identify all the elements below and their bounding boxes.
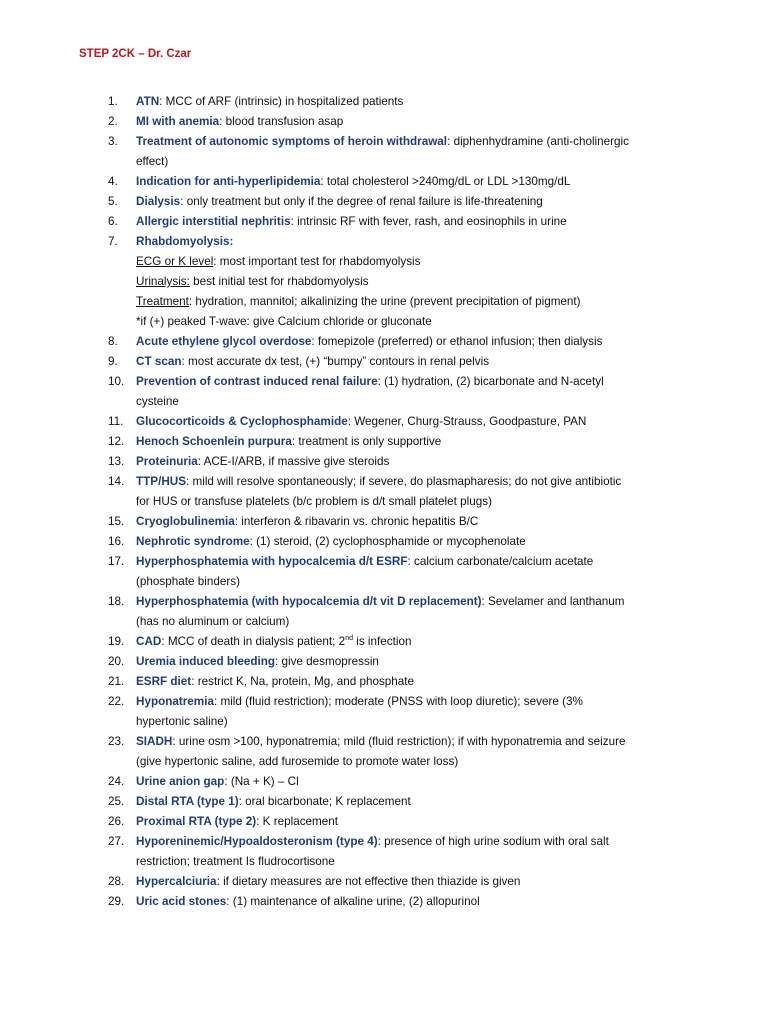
- item-line: MI with anemia: blood transfusion asap: [136, 115, 344, 128]
- item-number: 19.: [108, 635, 125, 648]
- item-line: Proximal RTA (type 2): K replacement: [136, 815, 339, 828]
- item-text: MCC of death in dialysis patient; 2: [167, 635, 346, 648]
- item-term: ATN: [136, 95, 160, 108]
- sub-item-text: *if (+) peaked T-wave: give Calcium chloride or gluconate: [136, 315, 432, 328]
- item-number: 5.: [108, 195, 118, 208]
- item-text: interferon & ribavarin vs. chronic hepatitis B/C: [241, 515, 479, 528]
- list-item: [0, 532, 676, 552]
- item-number: 13.: [108, 455, 125, 468]
- item-text: Wegener, Churg-Strauss, Goodpasture, PAN: [354, 415, 587, 428]
- item-text-continued: for HUS or transfuse platelets (b/c problem is d/t small platelet plugs): [136, 495, 492, 508]
- item-term: Hyporeninemic/Hypoaldosteronism (type 4): [136, 835, 378, 848]
- list-item: [0, 472, 676, 512]
- page-title: STEP 2CK – Dr. Czar: [79, 48, 192, 60]
- item-term: Nephrotic syndrome: [136, 535, 250, 548]
- item-text: if dietary measures are not effective then thiazide is given: [223, 875, 521, 888]
- sub-item: [136, 252, 676, 272]
- item-number: 4.: [108, 175, 118, 188]
- item-number: 26.: [108, 815, 125, 828]
- item-term: Henoch Schoenlein purpura: [136, 435, 292, 448]
- item-term: TTP/HUS: [136, 475, 186, 488]
- item-term: Rhabdomyolysis:: [136, 235, 234, 248]
- item-line: Dialysis: only treatment but only if the degree of renal failure is life-threatening: [136, 195, 543, 208]
- item-number: 20.: [108, 655, 125, 668]
- item-line: Acute ethylene glycol overdose: fomepizole (preferred) or ethanol infusion; then dialysis: [136, 335, 603, 348]
- item-text-continued: cysteine: [136, 395, 179, 408]
- list-item: [0, 692, 676, 732]
- item-number: 25.: [108, 795, 125, 808]
- item-text-continued: effect): [136, 155, 169, 168]
- item-term: CAD: [136, 635, 162, 648]
- list-item: [0, 412, 676, 432]
- list-item: [0, 632, 676, 652]
- item-number: 15.: [108, 515, 125, 528]
- item-term: Proteinuria: [136, 455, 198, 468]
- item-line: Urine anion gap: (Na + K) – Cl: [136, 775, 299, 788]
- item-line: Cryoglobulinemia: interferon & ribavarin vs. chronic hepatitis B/C: [136, 515, 479, 528]
- item-line: Hyporeninemic/Hypoaldosteronism (type 4): presence of high urine sodium with oral salt: [136, 835, 609, 848]
- item-term: Glucocorticoids & Cyclophosphamide: [136, 415, 348, 428]
- item-number: 2.: [108, 115, 118, 128]
- list-item: [0, 652, 676, 672]
- item-text: mild (fluid restriction); moderate (PNSS with loop diuretic); severe (3%: [220, 695, 583, 708]
- item-line: Proteinuria: ACE-I/ARB, if massive give steroids: [136, 455, 390, 468]
- item-number: 29.: [108, 895, 125, 908]
- item-line: [136, 232, 676, 252]
- item-line: Prevention of contrast induced renal failure: (1) hydration, (2) bicarbonate and N-acetyl: [136, 375, 604, 388]
- list-item: [0, 112, 676, 132]
- list-item: [0, 92, 676, 112]
- list-item: [0, 592, 676, 632]
- sub-item-label: Urinalysis:: [136, 275, 190, 288]
- list-item: [0, 832, 676, 872]
- item-text: Sevelamer and lanthanum: [488, 595, 625, 608]
- item-term: Hyperphosphatemia (with hypocalcemia d/t vit D replacement): [136, 595, 482, 608]
- item-number: 3.: [108, 135, 118, 148]
- item-line: Hypercalciuria: if dietary measures are not effective then thiazide is given: [136, 875, 521, 888]
- item-text-continued: restriction; treatment Is fludrocortisone: [136, 855, 335, 868]
- item-line: Allergic interstitial nephritis: intrinsic RF with fever, rash, and eosinophils in urine: [136, 215, 567, 228]
- item-term: Indication for anti-hyperlipidemia: [136, 175, 321, 188]
- item-term: Uric acid stones: [136, 895, 227, 908]
- list-item: [0, 792, 676, 812]
- item-text: (Na + K) – Cl: [230, 775, 299, 788]
- item-number: 18.: [108, 595, 125, 608]
- item-number: 6.: [108, 215, 118, 228]
- sub-item-text: : hydration, mannitol; alkalinizing the urine (prevent precipitation of pigment): [188, 295, 581, 308]
- item-term: Treatment of autonomic symptoms of heroin withdrawal: [136, 135, 448, 148]
- item-term: Hyponatremia: [136, 695, 214, 708]
- list-item: [0, 352, 676, 372]
- item-text: oral bicarbonate; K replacement: [245, 795, 411, 808]
- item-text: K replacement: [262, 815, 339, 828]
- item-text: urine osm >100, hyponatremia; mild (fluid restriction); if with hyponatremia and seizure: [178, 735, 626, 748]
- item-term: SIADH: [136, 735, 173, 748]
- item-text: fomepizole (preferred) or ethanol infusion; then dialysis: [317, 335, 603, 348]
- item-number: 17.: [108, 555, 125, 568]
- item-text: mild will resolve spontaneously; if severe, do plasmapharesis; do not give antibiotic: [192, 475, 622, 488]
- item-number: 8.: [108, 335, 118, 348]
- item-line: Nephrotic syndrome: (1) steroid, (2) cyclophosphamide or mycophenolate: [136, 535, 526, 548]
- item-text: (1) steroid, (2) cyclophosphamide or mycophenolate: [256, 535, 526, 548]
- item-number: 10.: [108, 375, 125, 388]
- item-number: 24.: [108, 775, 125, 788]
- item-line: Glucocorticoids & Cyclophosphamide: Wegener, Churg-Strauss, Goodpasture, PAN: [136, 415, 587, 428]
- item-term: ESRF diet: [136, 675, 192, 688]
- item-term: MI with anemia: [136, 115, 220, 128]
- item-text: MCC of ARF (intrinsic) in hospitalized patients: [165, 95, 404, 108]
- item-term: Hyperphosphatemia with hypocalcemia d/t ESRF: [136, 555, 408, 568]
- list-item: [0, 132, 676, 172]
- item-line: Hyponatremia: mild (fluid restriction); moderate (PNSS with loop diuretic); severe (3%: [136, 695, 583, 708]
- numbered-list: [0, 92, 768, 912]
- item-line: CT scan: most accurate dx test, (+) “bumpy” contours in renal pelvis: [136, 355, 490, 368]
- sub-item-label: ECG or K level: [136, 255, 214, 268]
- item-text-after: is infection: [352, 635, 412, 648]
- sub-item-label: Treatment: [136, 295, 189, 308]
- item-superscript: nd: [345, 635, 353, 643]
- item-text: blood transfusion asap: [225, 115, 344, 128]
- item-term: Uremia induced bleeding: [136, 655, 275, 668]
- list-item: [0, 512, 676, 532]
- item-line: Hyperphosphatemia with hypocalcemia d/t ESRF: calcium carbonate/calcium acetate: [136, 555, 594, 568]
- list-item: [0, 332, 676, 352]
- item-line: Uric acid stones: (1) maintenance of alkaline urine, (2) allopurinol: [136, 895, 480, 908]
- item-text: total cholesterol >240mg/dL or LDL >130mg/dL: [326, 175, 571, 188]
- item-text: calcium carbonate/calcium acetate: [413, 555, 594, 568]
- item-number: 14.: [108, 475, 125, 488]
- list-item: [0, 672, 676, 692]
- item-text: presence of high urine sodium with oral salt: [384, 835, 609, 848]
- item-term: Acute ethylene glycol overdose: [136, 335, 312, 348]
- item-number: 12.: [108, 435, 125, 448]
- item-text: most accurate dx test, (+) “bumpy” contours in renal pelvis: [187, 355, 490, 368]
- sub-item-text: best initial test for rhabdomyolysis: [189, 275, 369, 288]
- item-text-continued: (phosphate binders): [136, 575, 240, 588]
- list-item: [0, 732, 676, 772]
- item-term: Dialysis: [136, 195, 181, 208]
- item-number: 9.: [108, 355, 118, 368]
- sub-item-text: : most important test for rhabdomyolysis: [213, 255, 421, 268]
- item-line: ATN: MCC of ARF (intrinsic) in hospitalized patients: [136, 95, 404, 108]
- item-line: Indication for anti-hyperlipidemia: total cholesterol >240mg/dL or LDL >130mg/dL: [136, 175, 571, 188]
- list-item: [0, 892, 676, 912]
- item-line: SIADH: urine osm >100, hyponatremia; mild (fluid restriction); if with hyponatremia and seizure: [136, 735, 626, 748]
- list-item: [0, 212, 676, 232]
- list-item: [0, 232, 676, 332]
- item-term: Hypercalciuria: [136, 875, 217, 888]
- item-text: give desmopressin: [281, 655, 379, 668]
- item-term: Cryoglobulinemia: [136, 515, 235, 528]
- item-line: Treatment of autonomic symptoms of heroin withdrawal: diphenhydramine (anti-cholinergic: [136, 135, 629, 148]
- item-text: diphenhydramine (anti-cholinergic: [453, 135, 629, 148]
- list-item: [0, 552, 676, 592]
- item-term: Prevention of contrast induced renal failure: [136, 375, 378, 388]
- list-item: [0, 432, 676, 452]
- item-text-continued: (has no aluminum or calcium): [136, 615, 290, 628]
- item-term: Distal RTA (type 1): [136, 795, 239, 808]
- list-item: [0, 872, 676, 892]
- sub-item: [136, 272, 676, 292]
- item-text: restrict K, Na, protein, Mg, and phosphate: [197, 675, 415, 688]
- list-item: [0, 172, 676, 192]
- item-text: treatment is only supportive: [298, 435, 442, 448]
- item-number: 23.: [108, 735, 125, 748]
- item-text: intrinsic RF with fever, rash, and eosinophils in urine: [297, 215, 567, 228]
- item-term: Proximal RTA (type 2): [136, 815, 257, 828]
- item-term: Urine anion gap: [136, 775, 225, 788]
- list-item: [0, 812, 676, 832]
- sub-item: [136, 292, 676, 312]
- item-number: 27.: [108, 835, 125, 848]
- item-line: Henoch Schoenlein purpura: treatment is only supportive: [136, 435, 442, 448]
- item-number: 22.: [108, 695, 125, 708]
- list-item: [0, 772, 676, 792]
- item-number: 7.: [108, 235, 118, 248]
- item-number: 21.: [108, 675, 125, 688]
- item-text-continued: (give hypertonic saline, add furosemide to promote water loss): [136, 755, 459, 768]
- list-item: [0, 372, 676, 412]
- item-term: CT scan: [136, 355, 182, 368]
- item-number: 11.: [108, 415, 124, 428]
- item-number: 28.: [108, 875, 125, 888]
- item-line: Distal RTA (type 1): oral bicarbonate; K replacement: [136, 795, 411, 808]
- list-item: [0, 192, 676, 212]
- item-term: Allergic interstitial nephritis: [136, 215, 291, 228]
- item-line: ESRF diet: restrict K, Na, protein, Mg, and phosphate: [136, 675, 415, 688]
- item-text: (1) hydration, (2) bicarbonate and N-acetyl: [384, 375, 604, 388]
- item-text: (1) maintenance of alkaline urine, (2) allopurinol: [232, 895, 480, 908]
- item-number: 16.: [108, 535, 125, 548]
- item-line: CAD: MCC of death in dialysis patient; 2nd is infection: [136, 635, 412, 648]
- item-line: Uremia induced bleeding: give desmopressin: [136, 655, 379, 668]
- item-text: ACE-I/ARB, if massive give steroids: [203, 455, 390, 468]
- item-line: TTP/HUS: mild will resolve spontaneously; if severe, do plasmapharesis; do not give antibiotic: [136, 475, 622, 488]
- item-number: 1.: [108, 95, 118, 108]
- sub-item: [136, 312, 676, 332]
- item-text: only treatment but only if the degree of renal failure is life-threatening: [186, 195, 543, 208]
- item-text-continued: hypertonic saline): [136, 715, 228, 728]
- item-line: Hyperphosphatemia (with hypocalcemia d/t vit D replacement): Sevelamer and lanthanum: [136, 595, 625, 608]
- list-item: [0, 452, 676, 472]
